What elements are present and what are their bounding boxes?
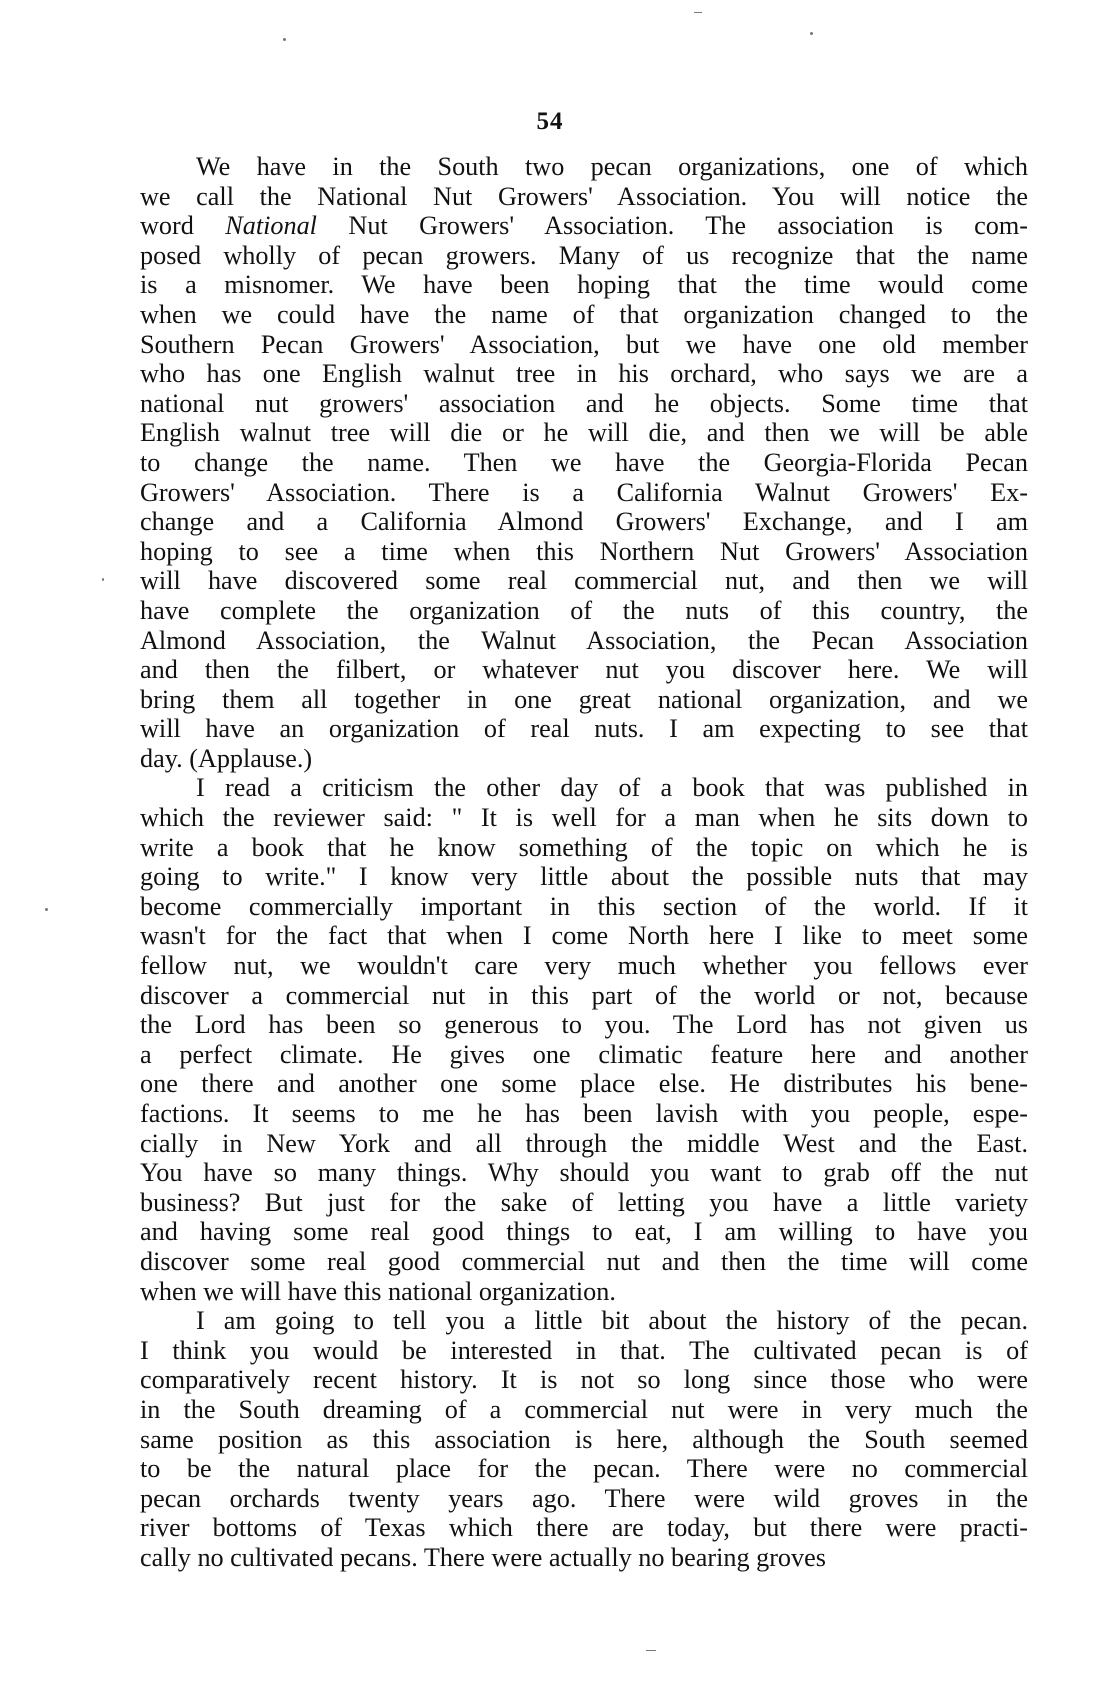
text-line: will have discovered some real commercial nut, and then we will <box>140 566 1028 596</box>
text-line: will have an organization of real nuts. I am expecting to see that <box>140 714 1028 744</box>
text-line: and having some real good things to eat, I am willing to have you <box>140 1217 1028 1247</box>
text-line: pecan orchards twenty years ago. There were wild groves in the <box>140 1483 1028 1513</box>
text-line: Southern Pecan Growers' Association, but we have one old member <box>140 329 1028 359</box>
text-line: word National Nut Growers' Association. The association is com- <box>140 211 1028 241</box>
text-line: one there and another one some place else. He distributes his bene- <box>140 1069 1028 1099</box>
text-line: the Lord has been so generous to you. The Lord has not given us <box>140 1010 1028 1040</box>
text-line: discover some real good commercial nut and then the time will come <box>140 1246 1028 1276</box>
text-line: cally no cultivated pecans. There were actually no bearing groves <box>140 1542 826 1572</box>
text-line: same position as this association is here, although the South seemed <box>140 1424 1028 1454</box>
text-line: I read a criticism the other day of a book that was published in <box>196 773 1028 803</box>
text-line: going to write." I know very little about the possible nuts that may <box>140 862 1028 892</box>
text-line: I am going to tell you a little bit about the history of the pecan. <box>196 1306 1028 1336</box>
scan-speck <box>283 38 286 41</box>
scan-speck <box>810 32 813 35</box>
text-line: English walnut tree will die or he will die, and then we will be able <box>140 418 1028 448</box>
text-line: posed wholly of pecan growers. Many of us recognize that the name <box>140 240 1028 270</box>
text-line: hoping to see a time when this Northern Nut Growers' Association <box>140 536 1028 566</box>
scan-speck <box>102 578 104 581</box>
scan-speck <box>694 12 702 13</box>
text-line: discover a commercial nut in this part of the world or not, because <box>140 980 1028 1010</box>
text-line: factions. It seems to me he has been lavish with you people, espe- <box>140 1099 1028 1128</box>
text-line: write a book that he know something of the topic on which he is <box>140 832 1028 862</box>
text-line: change and a California Almond Growers' Exchange, and I am <box>140 507 1028 537</box>
text-line: day. (Applause.) <box>140 743 313 773</box>
text-line: become commercially important in this section of the world. If it <box>140 891 1028 921</box>
text-line: We have in the South two pecan organizations, one of which <box>196 152 1028 181</box>
text-line: to be the natural place for the pecan. There were no commercial <box>140 1454 1028 1484</box>
text-line: have complete the organization of the nuts of this country, the <box>140 595 1028 625</box>
text-line: Almond Association, the Walnut Association, the Pecan Association <box>140 625 1028 655</box>
paragraph-1 <box>140 152 1028 773</box>
text-line: we call the National Nut Growers' Association. You will notice the <box>140 181 1028 211</box>
text-line: cially in New York and all through the middle West and the East. <box>140 1128 1028 1158</box>
text-line: in the South dreaming of a commercial nut were in very much the <box>140 1394 1028 1424</box>
text-line: fellow nut, we wouldn't care very much whether you fellows ever <box>140 951 1028 981</box>
text-line: to change the name. Then we have the Georgia-Florida Pecan <box>140 447 1028 477</box>
text-line: Growers' Association. There is a California Walnut Growers' Ex- <box>140 477 1028 507</box>
text-line: when we could have the name of that organization changed to the <box>140 299 1028 329</box>
text-line: a perfect climate. He gives one climatic feature here and another <box>140 1039 1028 1069</box>
text-line: wasn't for the fact that when I come North here I like to meet some <box>140 921 1028 951</box>
text-line: which the reviewer said: " It is well for a man when he sits down to <box>140 803 1028 833</box>
paragraph-2 <box>140 773 1028 1306</box>
scan-speck <box>45 908 48 911</box>
text-line: is a misnomer. We have been hoping that the time would come <box>140 270 1028 300</box>
text-line: river bottoms of Texas which there are today, but there were practi- <box>140 1513 1028 1543</box>
text-line: comparatively recent history. It is not so long since those who were <box>140 1365 1028 1395</box>
paragraph-3 <box>140 1306 1028 1572</box>
text-line: You have so many things. Why should you want to grab off the nut <box>140 1158 1028 1188</box>
page-number: 54 <box>536 108 564 135</box>
text-line: national nut growers' association and he objects. Some time that <box>140 388 1028 418</box>
body-text <box>140 152 1028 1573</box>
text-line: and then the filbert, or whatever nut you discover here. We will <box>140 655 1028 685</box>
scan-speck <box>646 1650 656 1651</box>
text-line: when we will have this national organization. <box>140 1276 616 1306</box>
text-line: business? But just for the sake of letting you have a little variety <box>140 1187 1028 1217</box>
text-line: I think you would be interested in that. The cultivated pecan is of <box>140 1335 1028 1365</box>
text-line: bring them all together in one great national organization, and we <box>140 684 1028 714</box>
text-line: who has one English walnut tree in his orchard, who says we are a <box>140 359 1028 389</box>
